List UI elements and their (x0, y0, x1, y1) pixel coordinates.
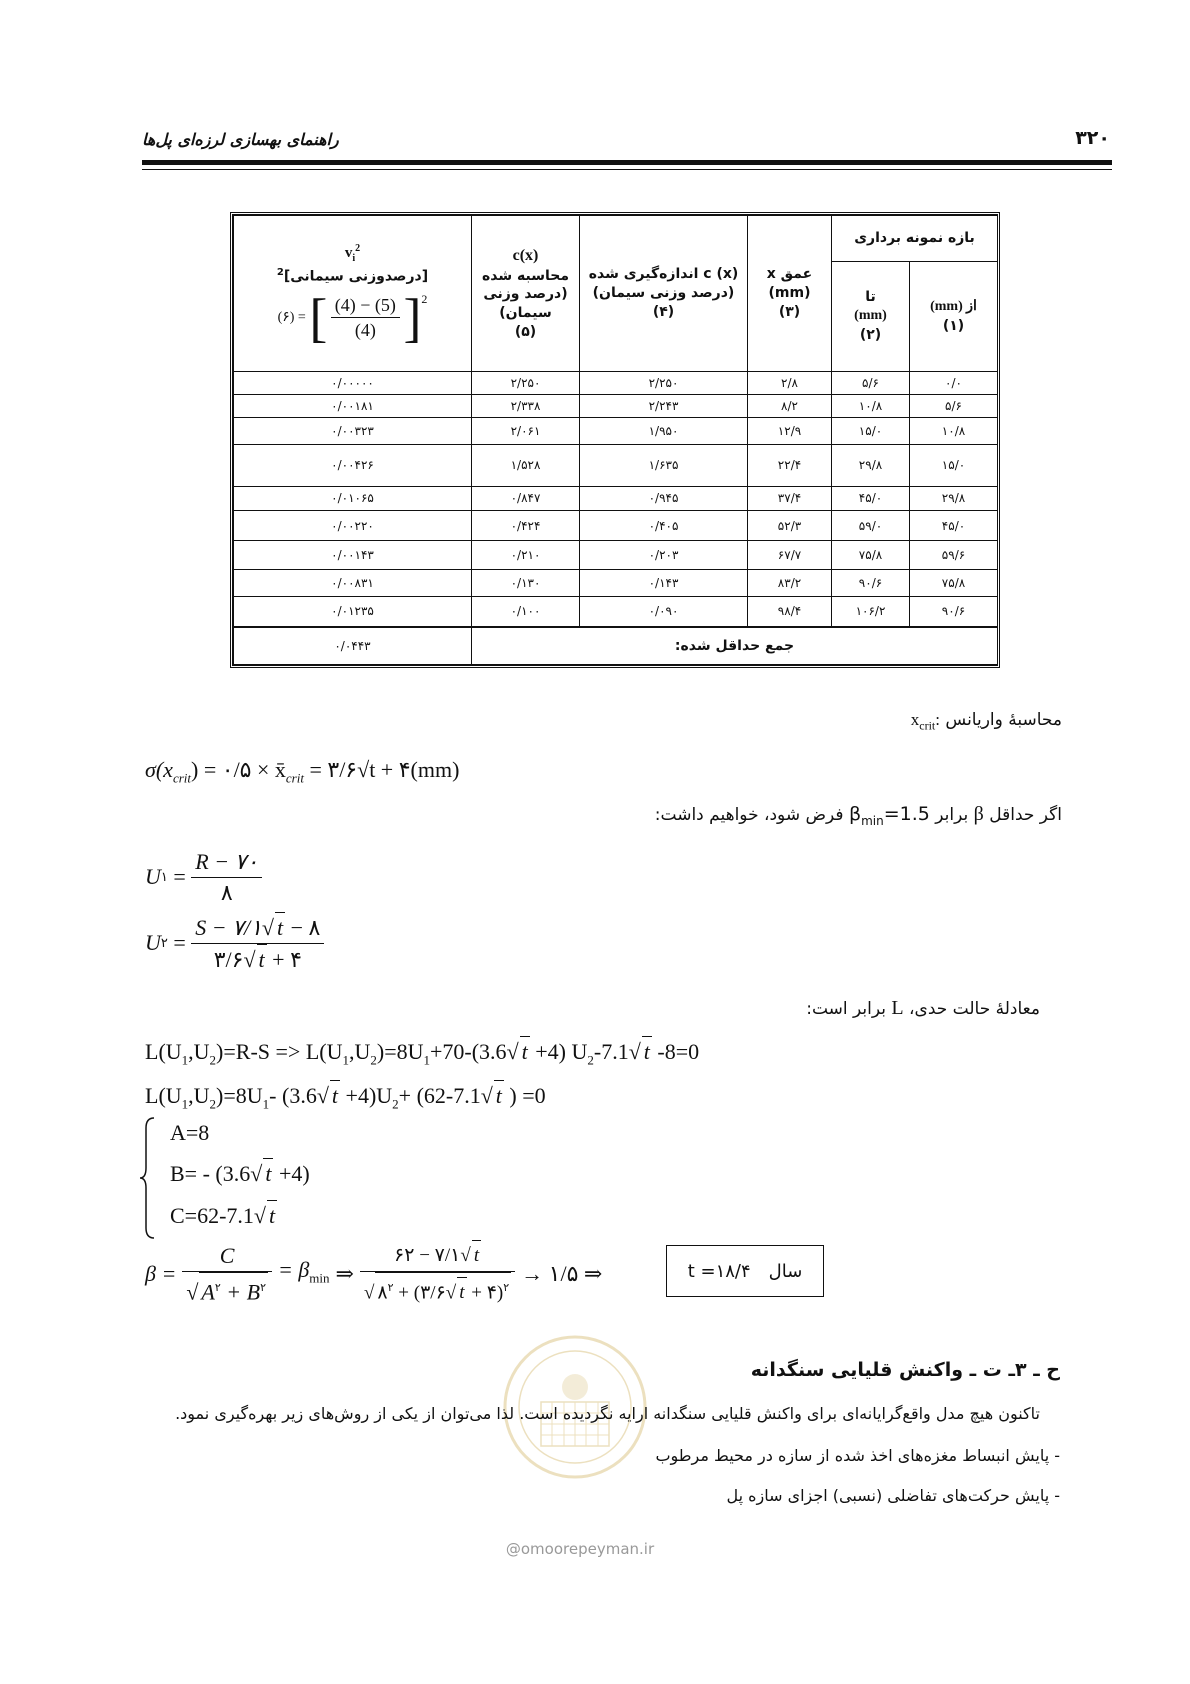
table-cell: ۰/۰۰۲۲۰ (234, 511, 472, 541)
system-c: C=62-7.1√ t (170, 1200, 277, 1231)
table-cell: ۹۰/۶ (910, 596, 998, 626)
sum-value: ۰/۰۴۴۳ (234, 627, 472, 665)
answer-value: t =۱۸/۴ (687, 1260, 751, 1282)
header-rule-thin (142, 169, 1112, 170)
table-cell: ۰/۸۴۷ (472, 486, 580, 511)
bullet-core-expansion: - پایش انبساط مغزه‌های اخذ شده از سازه در محیط مرطوب (655, 1446, 1060, 1465)
bullet-differential-movement: - پایش حرکت‌های تفاضلی (نسبی) اجزای سازه پل (726, 1486, 1060, 1505)
table-cell: ۲/۸ (748, 372, 832, 395)
table-cell: ۸/۲ (748, 394, 832, 418)
header-calculated: c(x) محاسبه شده (درصد وزنی سیمان) (۵) (472, 216, 580, 372)
table-cell: ۰/۰۰۳۲۳ (234, 418, 472, 445)
table-cell: ۲/۲۴۳ (580, 394, 748, 418)
table-row (234, 418, 998, 445)
table-cell: ۲/۳۳۸ (472, 394, 580, 418)
table-cell: ۲/۲۵۰ (472, 372, 580, 395)
table-cell: ۵۹/۶ (910, 541, 998, 570)
table-cell: ۴۵/۰ (832, 486, 910, 511)
sigma-equation: $\sigma(x_{crit})$ = ۰/۵ × $x̄_{crit}$ = ۳/۶√t + ۴(mm) (145, 757, 460, 786)
variance-formula: (۶) = [ $\frac{(4) - (5)}{(4)}$ ]$^2$ (277, 287, 428, 348)
table-cell: ۰/۰۰۸۳۱ (234, 570, 472, 597)
table-cell: ۰/۰۰۱۸۱ (234, 394, 472, 418)
table-cell: ۱۵/۰ (910, 445, 998, 486)
limit-state-intro: معادلهٔ حالت حدی، L برابر است: (806, 997, 1040, 1019)
table-cell: ۷۵/۸ (832, 541, 910, 570)
at-icon: @ (505, 1540, 521, 1558)
table-cell: ۰/۰ (910, 372, 998, 395)
header-measured: c (x) اندازه‌گیری شده (درصد وزنی سیمان) (۴) (580, 216, 748, 372)
table-cell: ۰/۰۱۰۶۵ (234, 486, 472, 511)
table-row (234, 372, 998, 395)
table-cell: ۵۲/۳ (748, 511, 832, 541)
limit-equation-2: $L(U_1,U_2)=8U_1-$ (3.6√ $t +4)U_2+ (62-7.1√$ t ) =0 (145, 1080, 546, 1119)
beta-equation: β = $\frac{C}{√ A^۲ + B^۲}$ = $\beta_{min}$ ⇒ $\frac{۶۲ - ۷/۱√ t}{√ ۸^۲ + (۳/۶√ t + ۴)^۲}$ → ۱/۵ ⇒ (145, 1238, 602, 1310)
table-cell: ۰/۴۲۴ (472, 511, 580, 541)
system-brace (138, 1116, 158, 1240)
table-cell: ۰/۰۰۰۰۰ (234, 372, 472, 395)
table-row (234, 541, 998, 570)
table-cell: ۵۹/۰ (832, 511, 910, 541)
table-row (234, 570, 998, 597)
header-depth: عمق x (mm) (۳) (748, 216, 832, 372)
table-cell: ۲۹/۸ (910, 486, 998, 511)
table-cell: ۲/۲۵۰ (580, 372, 748, 395)
table-cell: ۱۰/۸ (910, 418, 998, 445)
table-cell: ۹۸/۴ (748, 596, 832, 626)
page-number: ۳۲۰ (1075, 127, 1110, 149)
table-cell: ۰/۱۳۰ (472, 570, 580, 597)
table-cell: ۸۳/۲ (748, 570, 832, 597)
table-cell: ۱/۶۳۵ (580, 445, 748, 486)
system-b: B= - (3.6√ t +4) (170, 1158, 310, 1189)
table-cell: ۵/۶ (832, 372, 910, 395)
table-row (234, 511, 998, 541)
table-cell: ۱۵/۰ (832, 418, 910, 445)
beta-intro: اگر حداقل β برابر $\beta_{min}=1.5$ فرض شود، خواهیم داشت: (654, 803, 1062, 828)
system-a: A=8 (170, 1120, 210, 1145)
table-cell: ۵/۶ (910, 394, 998, 418)
table-cell: ۲/۰۶۱ (472, 418, 580, 445)
table-cell: ۰/۱۰۰ (472, 596, 580, 626)
table-cell: ۹۰/۶ (832, 570, 910, 597)
table-row (234, 445, 998, 486)
table-cell: ۰/۰۱۲۳۵ (234, 596, 472, 626)
table-cell: ۱۲/۹ (748, 418, 832, 445)
u1-equation: U ۱ = $\frac{R - ۷۰}{۸}$ (145, 846, 262, 908)
table-cell: ۴۵/۰ (910, 511, 998, 541)
table-cell: ۰/۲۱۰ (472, 541, 580, 570)
table-body (234, 372, 998, 627)
header-sampling-range: بازه نمونه برداری (832, 216, 998, 262)
sum-label: جمع حداقل شده: (472, 627, 998, 665)
table-cell: ۰/۴۰۵ (580, 511, 748, 541)
limit-equation-1: $L(U_1,U_2)=R-S => L(U_1,U_2)=8U_1+70-(3.6√$ t +4) $U_2-7.1√$ t -8=0 (145, 1036, 699, 1075)
header-from: از (mm) (۱) (910, 262, 998, 372)
table-cell: ۲۹/۸ (832, 445, 910, 486)
table-cell: ۱۰۶/۲ (832, 596, 910, 626)
header-variance: $v_i^2$ [درصدوزنی سیمانی]$^2$ (۶) = [ $\frac{(4) - (5)}{(4)}$ ]$^2$ (234, 216, 472, 372)
table-cell: ۰/۱۴۳ (580, 570, 748, 597)
header-to: تا (mm) (۲) (832, 262, 910, 372)
table-cell: ۱۰/۸ (832, 394, 910, 418)
book-title: راهنمای بهسازی لرزه‌ای پل‌ها (142, 130, 339, 149)
table-cell: ۰/۰۰۱۴۳ (234, 541, 472, 570)
section-heading: ح ـ ۳ـ ت ـ واکنش قلیایی سنگدانه (750, 1359, 1060, 1381)
answer-box (666, 1245, 824, 1297)
table-cell: ۲۲/۴ (748, 445, 832, 486)
table-cell: ۶۷/۷ (748, 541, 832, 570)
table-cell: ۳۷/۴ (748, 486, 832, 511)
table-cell: ۷۵/۸ (910, 570, 998, 597)
answer-unit: سال (768, 1260, 803, 1282)
table-cell: ۰/۰۹۰ (580, 596, 748, 626)
table-cell: ۰/۹۴۵ (580, 486, 748, 511)
table-row (234, 394, 998, 418)
website-watermark: @omoorepeyman.ir (505, 1540, 655, 1558)
header-rule-thick (142, 160, 1112, 165)
variance-intro: محاسبهٔ واریانس $x_{crit}$: (910, 710, 1062, 733)
table-cell: ۰/۰۰۴۲۶ (234, 445, 472, 486)
table-row (234, 596, 998, 626)
table-cell: ۰/۲۰۳ (580, 541, 748, 570)
table-row (234, 486, 998, 511)
paragraph-intro: تاکنون هیچ مدل واقع‌گرایانه‌ای برای واکنش قلیایی سنگدانه ارایه نگردیده است. لذا می‌توان از یکی از روش‌های زیر بهره‌گیری نمود. (175, 1404, 1040, 1423)
table-cell: ۱/۹۵۰ (580, 418, 748, 445)
u2-equation: U ۲ = $\frac{S - ۷/۱√ t - ۸}{۳/۶√ t + ۴}$ (145, 910, 324, 976)
sampling-data-table (230, 212, 1000, 668)
table-cell: ۱/۵۲۸ (472, 445, 580, 486)
